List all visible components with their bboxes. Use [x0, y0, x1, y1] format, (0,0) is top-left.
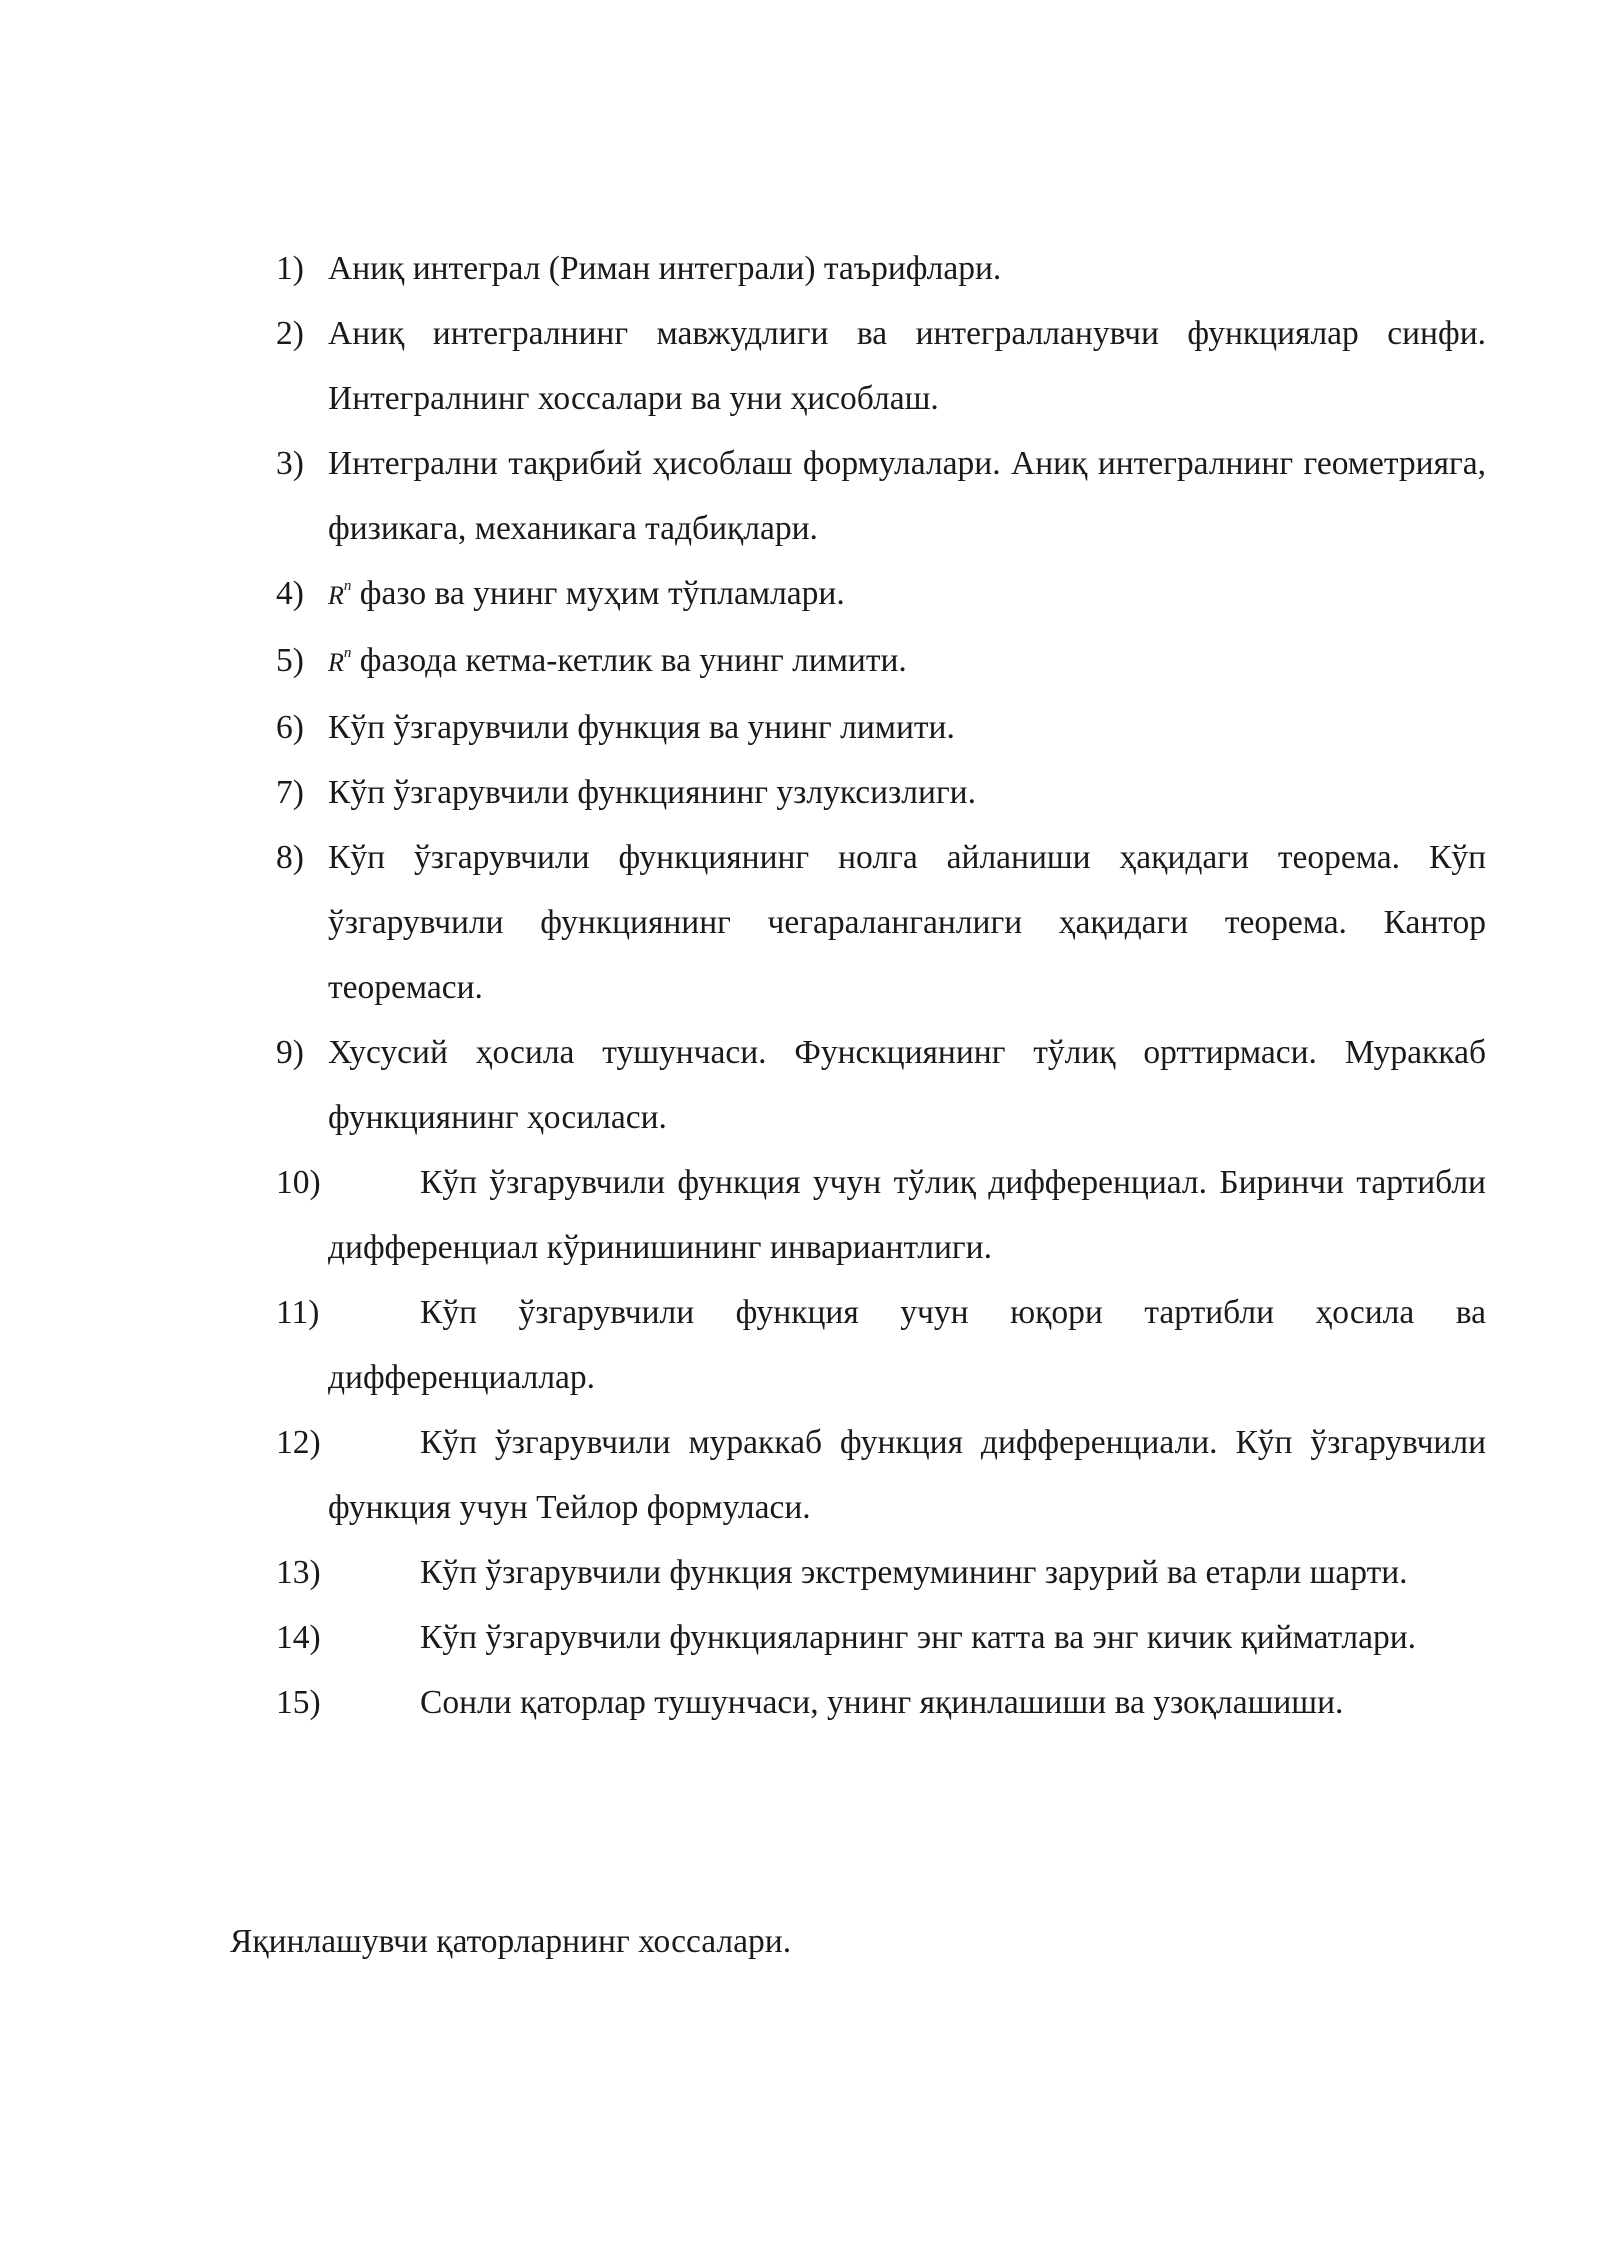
item-text: Сонли қаторлар тушунчаси, унинг яқинлашиши ва узоқлашиши.: [420, 1684, 1344, 1721]
math-symbol-superscript: n: [343, 645, 352, 661]
item-text: Интегрални тақрибий ҳисоблаш формулалари. Аниқ интегралнинг геометрияга, физикага, механикага тадбиқлари.: [328, 445, 1486, 547]
math-symbol: [328, 578, 352, 610]
item-number: 13): [276, 1554, 321, 1591]
list-item: [276, 628, 1486, 695]
list-item: [276, 1670, 1486, 1735]
list-item: [276, 431, 1486, 561]
list-item: [276, 1410, 1486, 1540]
trailing-paragraph: Яқинлашувчи қаторларнинг хоссалари.: [230, 1922, 792, 1960]
list-item: [276, 1280, 1486, 1410]
item-number: 2): [276, 315, 304, 352]
item-text: Кўп ўзгарувчили функциянинг узлуксизлиги.: [328, 774, 976, 811]
list-item: [276, 236, 1486, 301]
topic-list: [276, 236, 1486, 1735]
item-text: Кўп ўзгарувчили функция экстремумининг зарурий ва етарли шарти.: [420, 1554, 1408, 1591]
list-item: [276, 1020, 1486, 1150]
list-item: [276, 561, 1486, 628]
math-symbol: [328, 645, 352, 677]
item-text: Кўп ўзгарувчили функцияларнинг энг катта ва энг кичик қийматлари.: [420, 1619, 1417, 1656]
item-text: Кўп ўзгарувчили функция учун юқори тартибли ҳосила ва дифференциаллар.: [328, 1294, 1486, 1396]
list-item: [276, 1605, 1486, 1670]
item-number: 1): [276, 250, 304, 287]
item-text: Кўп ўзгарувчили функция ва унинг лимити.: [328, 709, 955, 746]
item-number: 14): [276, 1619, 321, 1656]
math-symbol-base: R: [328, 581, 344, 610]
item-number: 15): [276, 1684, 321, 1721]
item-text: Аниқ интеграл (Риман интеграли) таърифлари.: [328, 250, 1002, 287]
item-text-container: [276, 561, 1486, 628]
item-text: Кўп ўзгарувчили мураккаб функция дифференциали. Кўп ўзгарувчили функция учун Тейлор формуласи.: [328, 1424, 1486, 1526]
item-text: фазо ва унинг муҳим тўпламлари.: [351, 575, 845, 612]
item-text: Хусусий ҳосила тушунчаси. Фунскциянинг тўлиқ орттирмаси. Мураккаб функциянинг ҳосиласи.: [328, 1034, 1486, 1136]
list-item: [276, 825, 1486, 1020]
math-symbol-superscript: n: [343, 578, 352, 594]
item-text: Кўп ўзгарувчили функция учун тўлиқ дифференциал. Биринчи тартибли дифференциал кўринишининг инвариантлиги.: [328, 1164, 1486, 1266]
list-item: [276, 1540, 1486, 1605]
item-text: Аниқ интегралнинг мавжудлиги ва интегралланувчи функциялар синфи. Интегралнинг хоссалари ва уни ҳисоблаш.: [328, 315, 1486, 417]
list-item: [276, 760, 1486, 825]
item-number: 12): [276, 1424, 321, 1461]
item-text: фазода кетма-кетлик ва унинг лимити.: [351, 642, 907, 679]
item-number: 3): [276, 445, 304, 482]
item-number: 4): [276, 575, 304, 612]
list-item: [276, 1150, 1486, 1280]
item-number: 11): [276, 1294, 320, 1331]
item-number: 9): [276, 1034, 304, 1071]
item-text: Кўп ўзгарувчили функциянинг нолга айланиши ҳақидаги теорема. Кўп ўзгарувчили функциянинг чегараланганлиги ҳақидаги теорема. Кантор теоремаси.: [328, 839, 1486, 1006]
item-number: 10): [276, 1164, 321, 1201]
math-symbol-base: R: [328, 648, 344, 677]
item-number: 7): [276, 774, 304, 811]
list-item: [276, 301, 1486, 431]
item-text-container: [276, 628, 1486, 695]
item-number: 5): [276, 642, 304, 679]
item-number: 8): [276, 839, 304, 876]
item-number: 6): [276, 709, 304, 746]
list-item: [276, 695, 1486, 760]
